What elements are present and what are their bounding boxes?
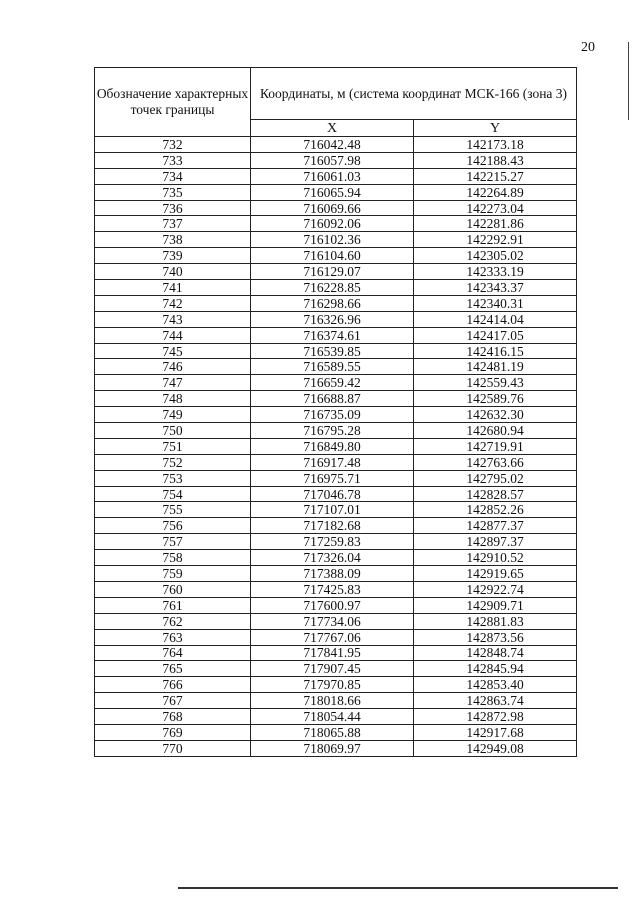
- table-row: [95, 232, 577, 248]
- y-coordinate-cell: 142763.66: [414, 454, 577, 470]
- x-coordinate-cell: 716659.42: [251, 375, 414, 391]
- x-coordinate-cell: 717388.09: [251, 566, 414, 582]
- point-id-cell: 744: [95, 327, 251, 343]
- table-row: [95, 152, 577, 168]
- table-row: [95, 629, 577, 645]
- y-coordinate-cell: 142305.02: [414, 248, 577, 264]
- point-id-cell: 740: [95, 264, 251, 280]
- point-id-cell: 767: [95, 693, 251, 709]
- table-row: [95, 709, 577, 725]
- y-coordinate-cell: 142481.19: [414, 359, 577, 375]
- x-coordinate-cell: 716326.96: [251, 311, 414, 327]
- table-row: [95, 486, 577, 502]
- x-coordinate-cell: 716061.03: [251, 168, 414, 184]
- y-coordinate-cell: 142852.26: [414, 502, 577, 518]
- x-coordinate-cell: 717734.06: [251, 613, 414, 629]
- table-row: [95, 407, 577, 423]
- y-coordinate-cell: 142292.91: [414, 232, 577, 248]
- table-row: [95, 264, 577, 280]
- point-id-cell: 734: [95, 168, 251, 184]
- y-coordinate-cell: 142416.15: [414, 343, 577, 359]
- x-coordinate-cell: 717182.68: [251, 518, 414, 534]
- x-coordinate-cell: 717970.85: [251, 677, 414, 693]
- y-coordinate-cell: 142281.86: [414, 216, 577, 232]
- x-coordinate-cell: 717326.04: [251, 550, 414, 566]
- table-row: [95, 597, 577, 613]
- table-row: [95, 184, 577, 200]
- point-id-cell: 754: [95, 486, 251, 502]
- y-coordinate-cell: 142828.57: [414, 486, 577, 502]
- y-coordinate-cell: 142188.43: [414, 152, 577, 168]
- y-coordinate-cell: 142848.74: [414, 645, 577, 661]
- header-coordinates: Координаты, м (система координат МСК-166 (зона 3): [251, 68, 577, 120]
- table-row: [95, 359, 577, 375]
- table-row: [95, 454, 577, 470]
- x-coordinate-cell: 717259.83: [251, 534, 414, 550]
- x-coordinate-cell: 718069.97: [251, 740, 414, 756]
- x-coordinate-cell: 716795.28: [251, 423, 414, 439]
- point-id-cell: 749: [95, 407, 251, 423]
- y-coordinate-cell: 142680.94: [414, 423, 577, 439]
- y-coordinate-cell: 142909.71: [414, 597, 577, 613]
- table-row: [95, 550, 577, 566]
- x-coordinate-cell: 716042.48: [251, 137, 414, 153]
- point-id-cell: 737: [95, 216, 251, 232]
- x-coordinate-cell: 716589.55: [251, 359, 414, 375]
- point-id-cell: 733: [95, 152, 251, 168]
- table-row: [95, 581, 577, 597]
- x-coordinate-cell: 716065.94: [251, 184, 414, 200]
- table-row: [95, 661, 577, 677]
- table-row: [95, 645, 577, 661]
- y-coordinate-cell: 142215.27: [414, 168, 577, 184]
- y-coordinate-cell: 142264.89: [414, 184, 577, 200]
- point-id-cell: 764: [95, 645, 251, 661]
- point-id-cell: 748: [95, 391, 251, 407]
- y-coordinate-cell: 142919.65: [414, 566, 577, 582]
- table-row: [95, 693, 577, 709]
- x-coordinate-cell: 717841.95: [251, 645, 414, 661]
- table-row: [95, 724, 577, 740]
- point-id-cell: 751: [95, 438, 251, 454]
- y-coordinate-cell: 142853.40: [414, 677, 577, 693]
- point-id-cell: 735: [95, 184, 251, 200]
- table-row: [95, 327, 577, 343]
- point-id-cell: 739: [95, 248, 251, 264]
- x-coordinate-cell: 717425.83: [251, 581, 414, 597]
- x-coordinate-cell: 716069.66: [251, 200, 414, 216]
- x-coordinate-cell: 718054.44: [251, 709, 414, 725]
- x-coordinate-cell: 718018.66: [251, 693, 414, 709]
- x-coordinate-cell: 716849.80: [251, 438, 414, 454]
- table-row: [95, 216, 577, 232]
- y-coordinate-cell: 142863.74: [414, 693, 577, 709]
- point-id-cell: 743: [95, 311, 251, 327]
- y-coordinate-cell: 142872.98: [414, 709, 577, 725]
- y-coordinate-cell: 142273.04: [414, 200, 577, 216]
- x-coordinate-cell: 717767.06: [251, 629, 414, 645]
- point-id-cell: 760: [95, 581, 251, 597]
- table-row: [95, 391, 577, 407]
- point-id-cell: 769: [95, 724, 251, 740]
- point-id-cell: 765: [95, 661, 251, 677]
- x-coordinate-cell: 716057.98: [251, 152, 414, 168]
- table-row: [95, 423, 577, 439]
- table-row: [95, 200, 577, 216]
- y-coordinate-cell: 142632.30: [414, 407, 577, 423]
- x-coordinate-cell: 716539.85: [251, 343, 414, 359]
- x-coordinate-cell: 717107.01: [251, 502, 414, 518]
- y-coordinate-cell: 142910.52: [414, 550, 577, 566]
- x-coordinate-cell: 716735.09: [251, 407, 414, 423]
- x-coordinate-cell: 716374.61: [251, 327, 414, 343]
- header-point-designation: Обозначение характерных точек границы: [95, 68, 251, 137]
- point-id-cell: 732: [95, 137, 251, 153]
- x-coordinate-cell: 716228.85: [251, 280, 414, 296]
- coordinates-table: [94, 67, 577, 757]
- point-id-cell: 759: [95, 566, 251, 582]
- x-coordinate-cell: 717600.97: [251, 597, 414, 613]
- point-id-cell: 736: [95, 200, 251, 216]
- point-id-cell: 747: [95, 375, 251, 391]
- table-row: [95, 613, 577, 629]
- y-coordinate-cell: 142559.43: [414, 375, 577, 391]
- y-coordinate-cell: 142922.74: [414, 581, 577, 597]
- table-row: [95, 502, 577, 518]
- table-row: [95, 280, 577, 296]
- table-row: [95, 375, 577, 391]
- y-coordinate-cell: 142949.08: [414, 740, 577, 756]
- y-coordinate-cell: 142897.37: [414, 534, 577, 550]
- x-coordinate-cell: 717046.78: [251, 486, 414, 502]
- point-id-cell: 741: [95, 280, 251, 296]
- point-id-cell: 746: [95, 359, 251, 375]
- point-id-cell: 750: [95, 423, 251, 439]
- header-y: Y: [414, 120, 577, 137]
- point-id-cell: 761: [95, 597, 251, 613]
- page-number: 20: [581, 40, 595, 55]
- point-id-cell: 745: [95, 343, 251, 359]
- point-id-cell: 762: [95, 613, 251, 629]
- x-coordinate-cell: 716092.06: [251, 216, 414, 232]
- scan-edge-line: [628, 42, 629, 120]
- x-coordinate-cell: 716298.66: [251, 295, 414, 311]
- x-coordinate-cell: 716104.60: [251, 248, 414, 264]
- table-row: [95, 566, 577, 582]
- x-coordinate-cell: 716129.07: [251, 264, 414, 280]
- y-coordinate-cell: 142173.18: [414, 137, 577, 153]
- y-coordinate-cell: 142795.02: [414, 470, 577, 486]
- table-row: [95, 311, 577, 327]
- point-id-cell: 758: [95, 550, 251, 566]
- x-coordinate-cell: 716102.36: [251, 232, 414, 248]
- table-row: [95, 534, 577, 550]
- point-id-cell: 742: [95, 295, 251, 311]
- footer-rule: [178, 887, 618, 889]
- x-coordinate-cell: 716688.87: [251, 391, 414, 407]
- table-row: [95, 343, 577, 359]
- table-row: [95, 677, 577, 693]
- y-coordinate-cell: 142333.19: [414, 264, 577, 280]
- point-id-cell: 770: [95, 740, 251, 756]
- point-id-cell: 768: [95, 709, 251, 725]
- x-coordinate-cell: 716975.71: [251, 470, 414, 486]
- x-coordinate-cell: 717907.45: [251, 661, 414, 677]
- table-body: [95, 137, 577, 757]
- point-id-cell: 753: [95, 470, 251, 486]
- table-row: [95, 470, 577, 486]
- y-coordinate-cell: 142873.56: [414, 629, 577, 645]
- table-row: [95, 295, 577, 311]
- y-coordinate-cell: 142719.91: [414, 438, 577, 454]
- y-coordinate-cell: 142917.68: [414, 724, 577, 740]
- point-id-cell: 763: [95, 629, 251, 645]
- table-row: [95, 137, 577, 153]
- table-row: [95, 168, 577, 184]
- y-coordinate-cell: 142417.05: [414, 327, 577, 343]
- y-coordinate-cell: 142340.31: [414, 295, 577, 311]
- point-id-cell: 766: [95, 677, 251, 693]
- point-id-cell: 757: [95, 534, 251, 550]
- point-id-cell: 756: [95, 518, 251, 534]
- table-row: [95, 248, 577, 264]
- x-coordinate-cell: 718065.88: [251, 724, 414, 740]
- y-coordinate-cell: 142877.37: [414, 518, 577, 534]
- y-coordinate-cell: 142881.83: [414, 613, 577, 629]
- header-x: X: [251, 120, 414, 137]
- point-id-cell: 755: [95, 502, 251, 518]
- y-coordinate-cell: 142845.94: [414, 661, 577, 677]
- y-coordinate-cell: 142589.76: [414, 391, 577, 407]
- point-id-cell: 752: [95, 454, 251, 470]
- point-id-cell: 738: [95, 232, 251, 248]
- table-row: [95, 518, 577, 534]
- y-coordinate-cell: 142343.37: [414, 280, 577, 296]
- y-coordinate-cell: 142414.04: [414, 311, 577, 327]
- table-row: [95, 438, 577, 454]
- table-row: [95, 740, 577, 756]
- x-coordinate-cell: 716917.48: [251, 454, 414, 470]
